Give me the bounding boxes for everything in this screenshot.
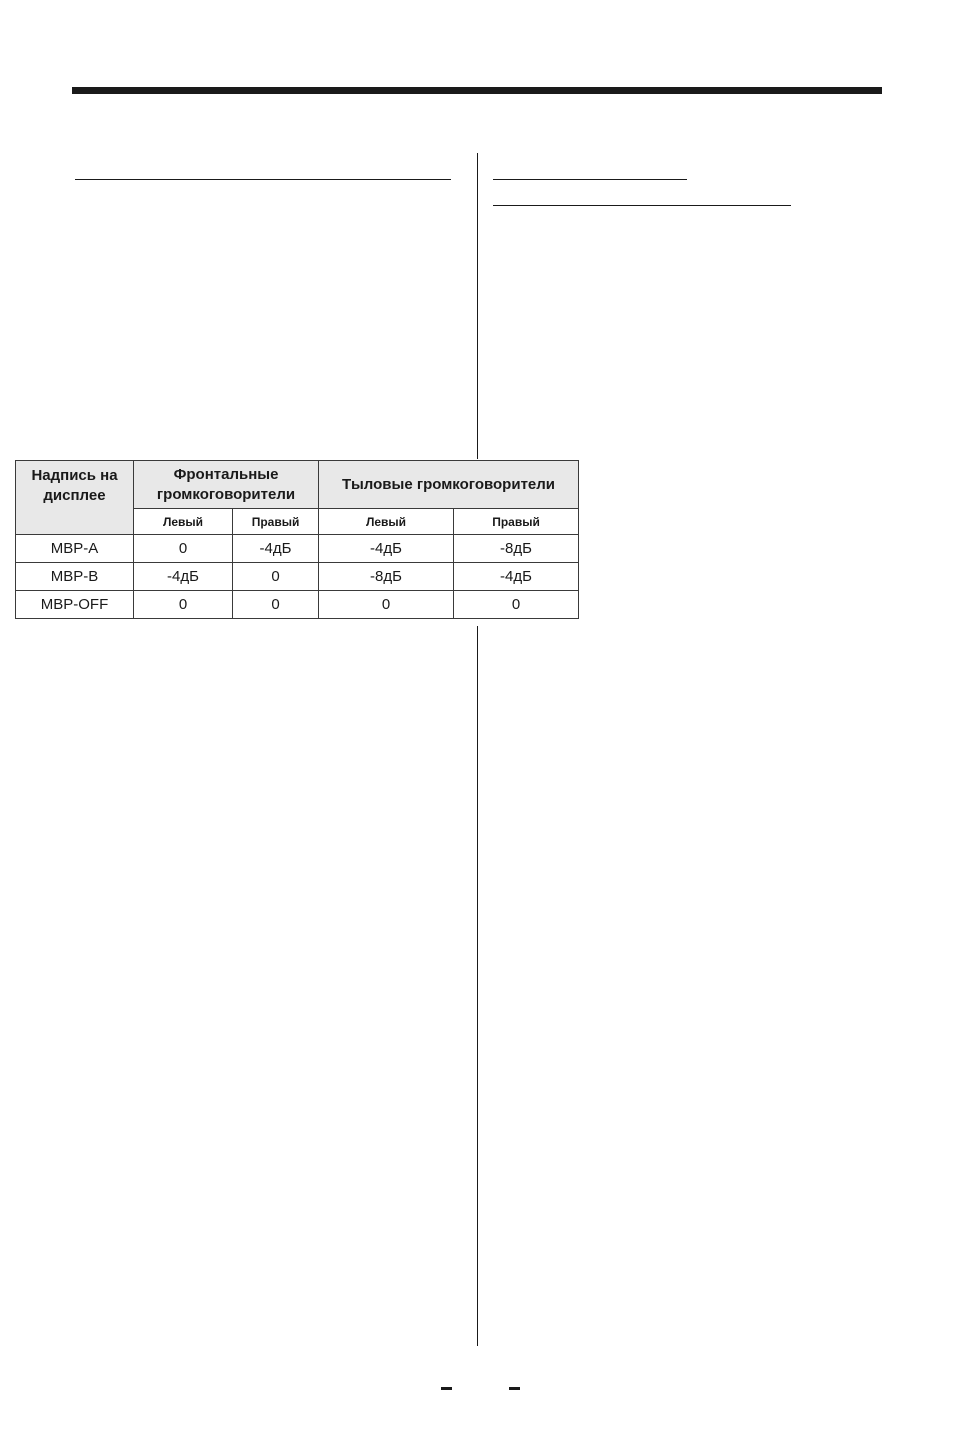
- cell-front-left: 0: [134, 591, 233, 619]
- cell-front-left: -4дБ: [134, 563, 233, 591]
- cell-rear-left: -8дБ: [319, 563, 454, 591]
- mbp-table: [15, 460, 579, 619]
- cell-rear-right: -8дБ: [454, 535, 579, 563]
- cell-rear-right: -4дБ: [454, 563, 579, 591]
- header-rear-left: Левый: [319, 509, 454, 535]
- header-front-left: Левый: [134, 509, 233, 535]
- right-heading-rule-1: [493, 179, 687, 180]
- table-row: [16, 535, 579, 563]
- header-display-label: Надпись на дисплее: [16, 461, 134, 535]
- cell-front-left: 0: [134, 535, 233, 563]
- cell-rear-right: 0: [454, 591, 579, 619]
- cell-front-right: 0: [233, 591, 319, 619]
- header-rear-right: Правый: [454, 509, 579, 535]
- cell-display: MBP-B: [16, 563, 134, 591]
- left-heading-rule: [75, 179, 451, 180]
- cell-display: MBP-A: [16, 535, 134, 563]
- table-row: [16, 591, 579, 619]
- cell-rear-left: 0: [319, 591, 454, 619]
- header-front-right: Правый: [233, 509, 319, 535]
- cell-front-right: 0: [233, 563, 319, 591]
- page-number-dash-left: [441, 1387, 452, 1390]
- cell-rear-left: -4дБ: [319, 535, 454, 563]
- table-row: [16, 563, 579, 591]
- header-front-speakers: Фронтальные громкоговорители: [134, 461, 319, 509]
- top-rule: [72, 87, 882, 94]
- right-heading-rule-2: [493, 205, 791, 206]
- column-divider-lower: [477, 626, 478, 1346]
- page-number-dash-right: [509, 1387, 520, 1390]
- header-rear-speakers: Тыловые громкоговорители: [319, 461, 579, 509]
- column-divider-upper: [477, 153, 478, 459]
- cell-front-right: -4дБ: [233, 535, 319, 563]
- cell-display: MBP-OFF: [16, 591, 134, 619]
